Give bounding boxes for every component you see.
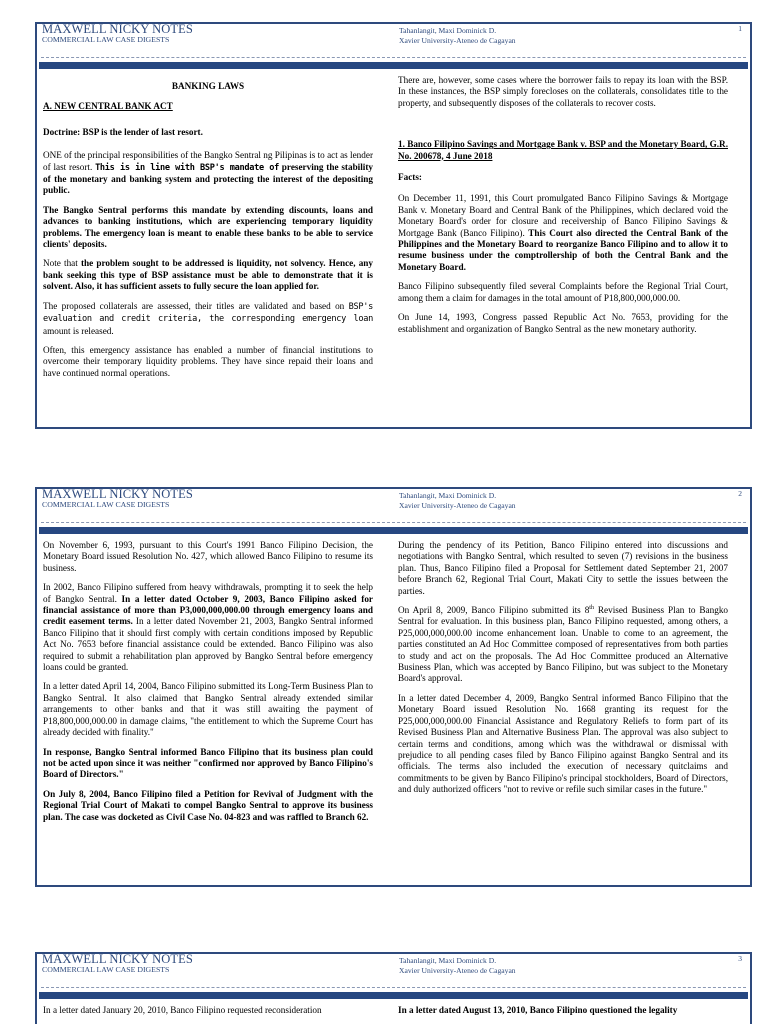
paragraph: In 2002, Banco Filipino suffered from heavy withdrawals, prompting it to seek the help of Bangko Sentral. In a letter dated October 9, 2003, Banco Filipino asked for financial assistance of more than P3,000,000,000.00 through emergency loans and credit easement terms. In a letter dated November 21, 2003, Bangko Sentral informed Banco Filipino that it should first comply with certain conditions imposed by Republic Act No. 7653 before financial assistance could be extended. Banco Filipino was also required to submit a rehabilitation plan approved by Bangko Sentral before emergency loans could be granted. (43, 582, 374, 673)
page-2 (35, 487, 752, 887)
paragraph: In a letter dated January 20, 2010, Banco Filipino requested reconsideration (43, 1005, 322, 1015)
doctrine: Doctrine: BSP is the lender of last resort. (43, 126, 203, 137)
page-number: 3 (738, 954, 742, 963)
paragraph: In response, Bangko Sentral informed Banco Filipino that its business plan could not be acted upon since it was neither "confirmed nor approved by Banco Filipino's Board of Directors." (43, 746, 373, 780)
left-column (43, 540, 373, 831)
right-column (398, 1005, 728, 1024)
header-author-block (399, 491, 516, 511)
page-header (37, 954, 750, 974)
paragraph: The Bangko Sentral performs this mandate by extending discounts, loans and advances to banking institutions, which are experiencing temporary liquidity problems. The emergency loan is meant to enable these banks to be able to service clients' deposits. (43, 204, 373, 250)
header-subtitle: COMMERCIAL LAW CASE DIGESTS (42, 35, 170, 44)
page-number: 2 (738, 489, 742, 498)
page-number: 1 (738, 24, 742, 33)
header-author: Tahanlangit, Maxi Dominick D. (399, 26, 497, 35)
case-title: 1. Banco Filipino Savings and Mortgage Bank v. BSP and the Monetary Board, G.R. No. 200678, 4 June 2018 (398, 139, 728, 161)
header-school: Xavier University-Ateneo de Cagayan (399, 966, 516, 975)
header-divider (41, 522, 746, 523)
header-divider (41, 987, 746, 988)
paragraph: On December 11, 1991, this Court promulgated Banco Filipino Savings & Mortgage Bank v. Monetary Board and Central Bank of the Philippines, which declared void the Monetary Board's order for closure and receivership of Banco Filipino Savings & Mortgage Bank (Banco Filipino). This Court also directed the Central Bank of the Philippines and the Monetary Board to reorganize Banco Filipino and to allow it to resume business under the comptrollership of both the Central Bank and the Monetary Board. (398, 193, 728, 272)
header-brand: MAXWELL NICKY NOTES (42, 22, 193, 36)
subsection-heading: A. NEW CENTRAL BANK ACT (43, 101, 173, 112)
left-column (43, 1005, 373, 1024)
page-header (37, 489, 750, 509)
page-3 (35, 952, 752, 1024)
paragraph: Often, this emergency assistance has enabled a number of financial institutions to overcome their temporary liquidity problems. They have since repaid their loans and have continued normal operations. (43, 344, 373, 378)
right-column (398, 540, 728, 804)
header-author: Tahanlangit, Maxi Dominick D. (399, 956, 497, 965)
page-body (43, 540, 744, 882)
paragraph: In a letter dated August 13, 2010, Banco Filipino questioned the legality (398, 1005, 678, 1015)
superscript: th (589, 604, 594, 611)
paragraph: In a letter dated April 14, 2004, Banco Filipino submitted its Long-Term Business Plan to Bangko Sentral. It also claimed that Bangko Sentral already extended similar arrangements to other banks and that it was still awaiting the payment of P18,800,000,000.00 in damage claims, "the entitlement to which the Supreme Court has already decided with finality." (43, 681, 373, 738)
page-header (37, 24, 750, 44)
paragraph: There are, however, some cases where the borrower fails to repay its loan with the BSP. In these instances, the BSP simply forecloses on the collaterals, consolidates title to the property, and subsequently disposes of the collaterals to recover costs. (398, 75, 728, 108)
paragraph: On April 8, 2009, Banco Filipino submitted its 8th Revised Business Plan to Bangko Sentral for evaluation. In this business plan, Banco Filipino requested, among others, a P25,000,000,000.00 income enhancement loan. Unable to come to an agreement, the parties constituted an Ad Hoc Committee composed of representatives from both parties to study and act on the proposals. The Ad Hoc Committee produced an Alternative Business Plan, which was accepted by Banco Filipino, but was subject to the Monetary Board's approval. (398, 604, 729, 684)
paragraph: During the pendency of its Petition, Banco Filipino entered into discussions and negotiations with Bangko Sentral, which resulted to seven (7) revisions in the business plan. Thus, Banco Filipino filed a Proposal for Settlement dated September 21, 2007 before Branch 62, Regional Trial Court, Makati City to settle the issues between the parties. (398, 540, 728, 596)
header-bar (39, 62, 748, 69)
section-title: BANKING LAWS (171, 81, 245, 91)
page-body (43, 75, 744, 424)
header-author-block (399, 956, 516, 976)
header-subtitle: COMMERCIAL LAW CASE DIGESTS (42, 965, 170, 974)
left-column (43, 75, 373, 387)
page-1 (35, 22, 752, 429)
paragraph: The proposed collaterals are assessed, their titles are validated and based on BSP's evaluation and credit criteria, the corresponding emergency loan amount is released. (43, 300, 373, 336)
facts-heading: Facts: (398, 172, 422, 183)
paragraph: On June 14, 1993, Congress passed Republic Act No. 7653, providing for the establishment and organization of Bangko Sentral as the new monetary authority. (398, 312, 728, 334)
paragraph: Banco Filipino subsequently filed several Complaints before the Regional Trial Court, among them a claim for damages in the total amount of P18,800,000,000.00. (398, 281, 728, 303)
header-author-block (399, 26, 516, 46)
header-brand: MAXWELL NICKY NOTES (42, 952, 193, 966)
header-bar (39, 992, 748, 999)
header-brand: MAXWELL NICKY NOTES (42, 487, 193, 501)
header-author: Tahanlangit, Maxi Dominick D. (399, 491, 497, 500)
paragraph: On July 8, 2004, Banco Filipino filed a Petition for Revival of Judgment with the Regional Trial Court of Makati to compel Bangko Sentral to approve its business plan. The case was docketed as Civil Case No. 04-823 and was raffled to Branch 62. (43, 788, 373, 822)
page-body (43, 1005, 744, 1024)
header-school: Xavier University-Ateneo de Cagayan (399, 501, 516, 510)
header-divider (41, 57, 746, 58)
header-bar (39, 527, 748, 534)
paragraph: Note that the problem sought to be addressed is liquidity, not solvency. Hence, any bank seeking this type of BSP assistance must be able to demonstrate that it is solvent. Also, it has sufficient assets to fully secure the loan applied for. (43, 258, 373, 292)
paragraph: ONE of the principal responsibilities of the Bangko Sentral ng Pilipinas is to act as lender of last resort. This is in line with BSP's mandate of preserving the stability of the monetary and banking system and protecting the interest of the depositing public. (43, 150, 373, 196)
paragraph: In a letter dated December 4, 2009, Bangko Sentral informed Banco Filipino that the Monetary Board issued Resolution No. 1668 granting its request for the P25,000,000,000.00 Financial Assistance and Regulatory Reliefs to form part of its Revised Business Plan and Alternative Business Plan. The approval was also subject to certain terms and conditions, among which was the withdrawal or dismissal with prejudice to all pending cases filed by Banco Filipino against Bangko Sentral and its officials. The terms also included the execution of necessary quitclaims and commitments to be given by Banco Filipino's principal stockholders, Board of Directors, and duly authorized officers "not to revive or refile such similar cases in the future." (398, 692, 728, 795)
header-subtitle: COMMERCIAL LAW CASE DIGESTS (42, 500, 170, 509)
header-school: Xavier University-Ateneo de Cagayan (399, 36, 516, 45)
paragraph: On November 6, 1993, pursuant to this Court's 1991 Banco Filipino Decision, the Monetary Board issued Resolution No. 427, which allowed Banco Filipino to resume its business. (43, 540, 373, 573)
right-column (398, 75, 728, 343)
